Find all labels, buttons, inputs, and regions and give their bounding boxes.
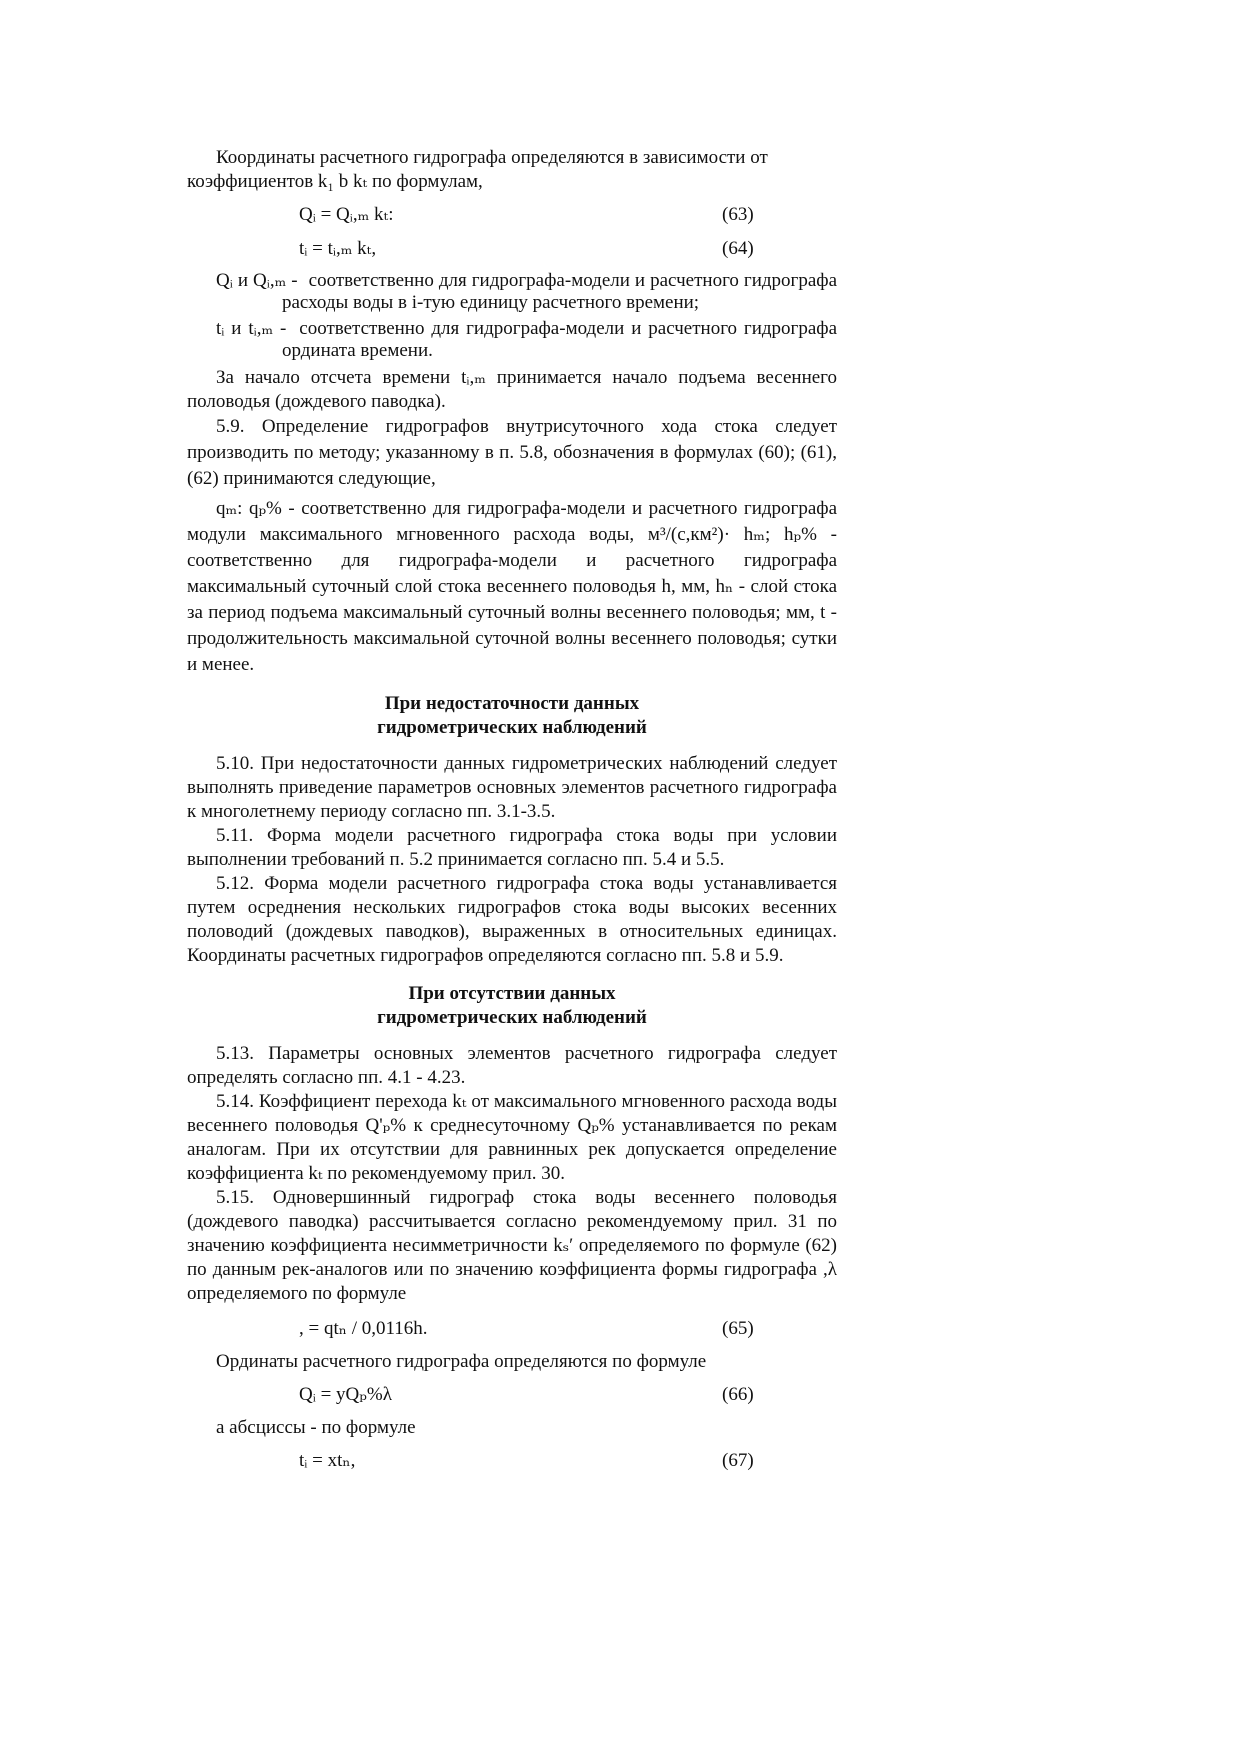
- paragraph-start-time: За начало отсчета времени tᵢ,ₘ принимается начало подъема весеннего половодья (дождевого паводка).: [187, 367, 837, 412]
- paragraph-q-definitions: qₘ: qₚ% - соответственно для гидрографа-модели и расчетного гидрографа модули максимального мгновенного расхода воды, м³/(с,км²)· hₘ; hₚ% - соответственно для гидрографа-модели и расчетного гидрографа максимальный суточный слой стока весеннего половодья h, мм, hₙ - слой стока за период подъема максимальный суточный волны весеннего половодья; мм, t - продолжительность максимальной суточной волны весеннего половодья; сутки и менее.: [187, 498, 837, 675]
- paragraph-5-12: 5.12. Форма модели расчетного гидрографа стока воды устанавливается путем осреднения нескольких гидрографов стока воды высоких весенних половодий (дождевых паводков), выраженных в относительных единицах. Координаты расчетных гидрографов определяются согласно пп. 5.8 и 5.9.: [187, 873, 837, 966]
- definition-t-text: соответственно для гидрографа-модели и расчетного гидрографа ордината времени.: [282, 318, 838, 361]
- equation-66: [187, 1382, 837, 1408]
- definition-q-term: Qᵢ и Qᵢ,ₘ -: [216, 270, 298, 291]
- definition-q-text: соответственно для гидрографа-модели и расчетного гидрографа расходы воды в i-тую единицу расчетного времени;: [282, 270, 838, 313]
- paragraph-5-14: 5.14. Коэффициент перехода kₜ от максимального мгновенного расхода воды весеннего половодья Q'ₚ% к среднесуточному Qₚ% устанавливается по рекам аналогам. При их отсутствии для равнинных рек допускается определение коэффициента kₜ по рекомендуемому прил. 30.: [187, 1091, 837, 1184]
- heading-line-1: При отсутствии данных: [408, 983, 616, 1004]
- paragraph-5-10: 5.10. При недостаточности данных гидрометрических наблюдений следует выполнять приведение параметров основных элементов расчетного гидрографа к многолетнему периоду согласно пп. 3.1-3.5.: [187, 753, 837, 822]
- equation-65-number: (65): [722, 1318, 754, 1339]
- heading-line-2: гидрометрических наблюдений: [377, 717, 647, 738]
- paragraph-5-9: 5.9. Определение гидрографов внутрисуточного хода стока следует производить по методу; указанному в п. 5.8, обозначения в формулах (60); (61), (62) принимаются следующие,: [187, 416, 837, 489]
- definition-t-term: tᵢ и tᵢ,ₘ -: [216, 318, 287, 339]
- equation-65: [187, 1316, 837, 1342]
- equation-64-number: (64): [722, 238, 754, 259]
- paragraph-5-11: 5.11. Форма модели расчетного гидрографа стока воды при условии выполнении требований п. 5.2 принимается согласно пп. 5.4 и 5.5.: [187, 825, 837, 870]
- paragraph-abscissa: а абсциссы - по формуле: [216, 1417, 416, 1438]
- intro-line-2: [187, 170, 837, 194]
- heading-line-2: гидрометрических наблюдений: [377, 1007, 647, 1028]
- equation-66-formula: Qᵢ = yQₚ%λ: [299, 1384, 392, 1405]
- section-heading-absent: [187, 982, 837, 1030]
- intro-text-2: коэффициентов k₁ b kₜ по формулам,: [187, 171, 483, 192]
- section-heading-insufficient: [187, 692, 837, 740]
- equation-67-formula: tᵢ = xtₙ,: [299, 1450, 356, 1471]
- equation-65-formula: , = qtₙ / 0,0116h.: [299, 1318, 428, 1339]
- paragraph-5-15: 5.15. Одновершинный гидрограф стока воды весеннего половодья (дождевого паводка) рассчитывается согласно рекомендуемому прил. 31 по значению коэффициента несимметричности kₛ′ определяемого по формуле (62) по данным рек-аналогов или по значению коэффициента формы гидрографа ,λ определяемого по формуле: [187, 1187, 837, 1304]
- equation-66-number: (66): [722, 1384, 754, 1405]
- document-page: [187, 146, 837, 1482]
- definition-t: [187, 318, 837, 362]
- intro-text: Координаты расчетного гидрографа определяются в зависимости от: [216, 147, 768, 168]
- intro-line-1: [187, 146, 837, 170]
- equation-63-formula: Qᵢ = Qᵢ,ₘ kₜ:: [299, 204, 394, 225]
- equation-67: [187, 1448, 837, 1474]
- paragraph-ordinates: Ординаты расчетного гидрографа определяются по формуле: [216, 1351, 707, 1372]
- equation-64-formula: tᵢ = tᵢ,ₘ kₜ,: [299, 238, 377, 259]
- equation-64: [187, 236, 837, 262]
- heading-line-1: При недостаточности данных: [384, 693, 640, 714]
- equation-63-number: (63): [722, 204, 754, 225]
- equation-63: [187, 202, 837, 228]
- paragraph-5-13: 5.13. Параметры основных элементов расчетного гидрографа следует определять согласно пп. 4.1 - 4.23.: [187, 1043, 837, 1088]
- equation-67-number: (67): [722, 1450, 754, 1471]
- definition-q: [187, 270, 837, 314]
